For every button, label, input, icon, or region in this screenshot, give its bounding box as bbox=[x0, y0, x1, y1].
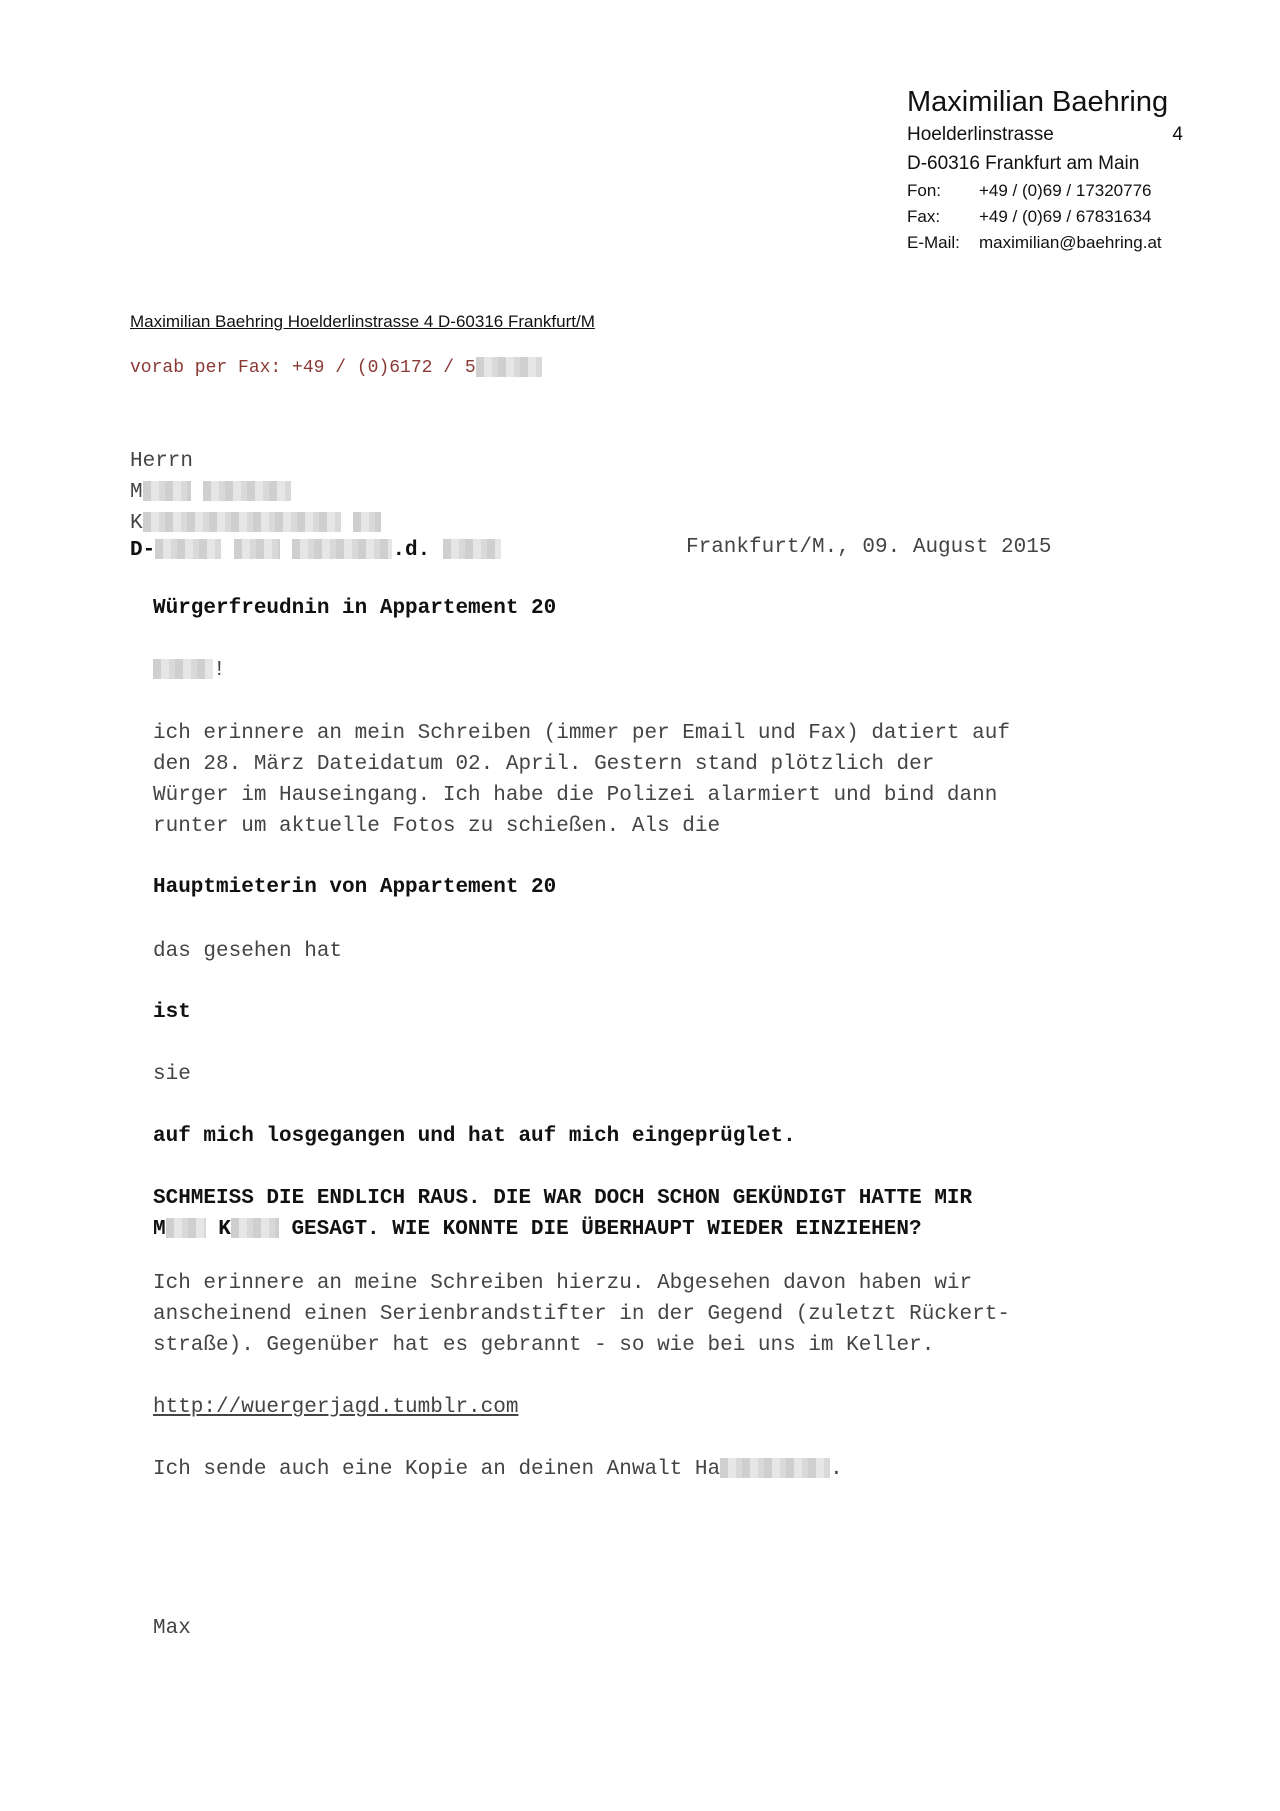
letterhead-house-number: 4 bbox=[1172, 124, 1183, 145]
demand-name-initial: M bbox=[153, 1218, 166, 1241]
fax-number: +49 / (0)69 / 67831634 bbox=[979, 207, 1152, 226]
letterhead-fax-row bbox=[907, 204, 1183, 230]
redacted-block bbox=[234, 539, 280, 559]
phone-number: +49 / (0)69 / 17320776 bbox=[979, 181, 1152, 200]
copy-note-suffix: . bbox=[830, 1458, 843, 1481]
letter-subject: Würgerfreudnin in Appartement 20 bbox=[153, 597, 557, 620]
greeting-suffix: ! bbox=[213, 659, 226, 682]
letterhead-phone-row bbox=[907, 178, 1183, 204]
demand-line-2 bbox=[153, 1214, 972, 1245]
fax-label: Fax: bbox=[907, 207, 941, 226]
website-link[interactable]: http://wuergerjagd.tumblr.com bbox=[153, 1396, 519, 1419]
phone-label: Fon: bbox=[907, 181, 942, 200]
letter-date: Frankfurt/M., 09. August 2015 bbox=[686, 536, 1052, 559]
redacted-block bbox=[155, 539, 221, 559]
recipient-street-prefix: K bbox=[130, 512, 143, 535]
paragraph-2: Ich erinnere an meine Schreiben hierzu. Abgesehen davon haben wir anscheinend einen Serienbrandstifter in der Gegend (zuletzt Rückert- straße). Gegenüber hat es gebrannt - so wie bei uns im Keller. bbox=[153, 1272, 1010, 1357]
line-ist: ist bbox=[153, 1001, 191, 1024]
fax-note-text: vorab per Fax: +49 / (0)6172 / 5 bbox=[130, 358, 476, 378]
letterhead-street-row bbox=[907, 120, 1183, 150]
demand-line-1: SCHMEISS DIE ENDLICH RAUS. DIE WAR DOCH SCHON GEKÜNDIGT HATTE MIR bbox=[153, 1187, 973, 1210]
redacted-block bbox=[143, 481, 191, 501]
recipient-city bbox=[130, 535, 501, 566]
letter-greeting bbox=[153, 655, 226, 686]
redacted-block bbox=[231, 1218, 279, 1238]
letterhead-street: Hoelderlinstrasse bbox=[907, 124, 1054, 145]
redacted-block bbox=[143, 512, 341, 532]
line-sie: sie bbox=[153, 1063, 191, 1086]
letterhead bbox=[907, 84, 1183, 256]
redacted-block bbox=[353, 512, 381, 532]
redacted-block bbox=[166, 1218, 206, 1238]
redacted-block bbox=[476, 357, 542, 377]
redacted-block bbox=[153, 659, 213, 679]
email-label: E-Mail: bbox=[907, 233, 960, 252]
demand-block bbox=[153, 1183, 972, 1245]
fax-note bbox=[130, 353, 542, 384]
email-address: maximilian@baehring.at bbox=[979, 233, 1162, 252]
demand-surname-initial: K bbox=[218, 1218, 231, 1241]
recipient-name bbox=[130, 477, 381, 508]
signature: Max bbox=[153, 1617, 191, 1640]
letterhead-city: D-60316 Frankfurt am Main bbox=[907, 153, 1140, 174]
recipient-salutation: Herrn bbox=[130, 450, 194, 473]
demand-line-2-text: GESAGT. WIE KONNTE DIE ÜBERHAUPT WIEDER EINZIEHEN? bbox=[291, 1218, 922, 1241]
emphasis-heading: Hauptmieterin von Appartement 20 bbox=[153, 876, 557, 899]
letterhead-email-row bbox=[907, 230, 1183, 256]
paragraph-1: ich erinnere an mein Schreiben (immer per Email und Fax) datiert auf den 28. März Dateidatum 02. April. Gestern stand plötzlich der Würger im Hauseingang. Ich habe die Polizei alarmiert und bind dann runter um aktuelle Fotos zu schießen. Als die bbox=[153, 722, 1010, 838]
copy-note-text: Ich sende auch eine Kopie an deinen Anwalt Ha bbox=[153, 1458, 721, 1481]
sender-return-line: Maximilian Baehring Hoelderlinstrasse 4 D-60316 Frankfurt/M bbox=[130, 312, 595, 331]
redacted-block bbox=[443, 539, 501, 559]
line-auf: auf mich losgegangen und hat auf mich eingeprüglet. bbox=[153, 1125, 796, 1148]
recipient-name-prefix: M bbox=[130, 481, 143, 504]
copy-note bbox=[153, 1454, 843, 1485]
recipient-city-fragment: .d. bbox=[392, 539, 431, 562]
redacted-block bbox=[292, 539, 392, 559]
redacted-block bbox=[203, 481, 291, 501]
redacted-block bbox=[720, 1458, 830, 1478]
recipient-address bbox=[130, 415, 381, 539]
letterhead-name: Maximilian Baehring bbox=[907, 86, 1169, 118]
recipient-city-prefix: D- bbox=[130, 539, 156, 562]
line-gesehen: das gesehen hat bbox=[153, 940, 343, 963]
